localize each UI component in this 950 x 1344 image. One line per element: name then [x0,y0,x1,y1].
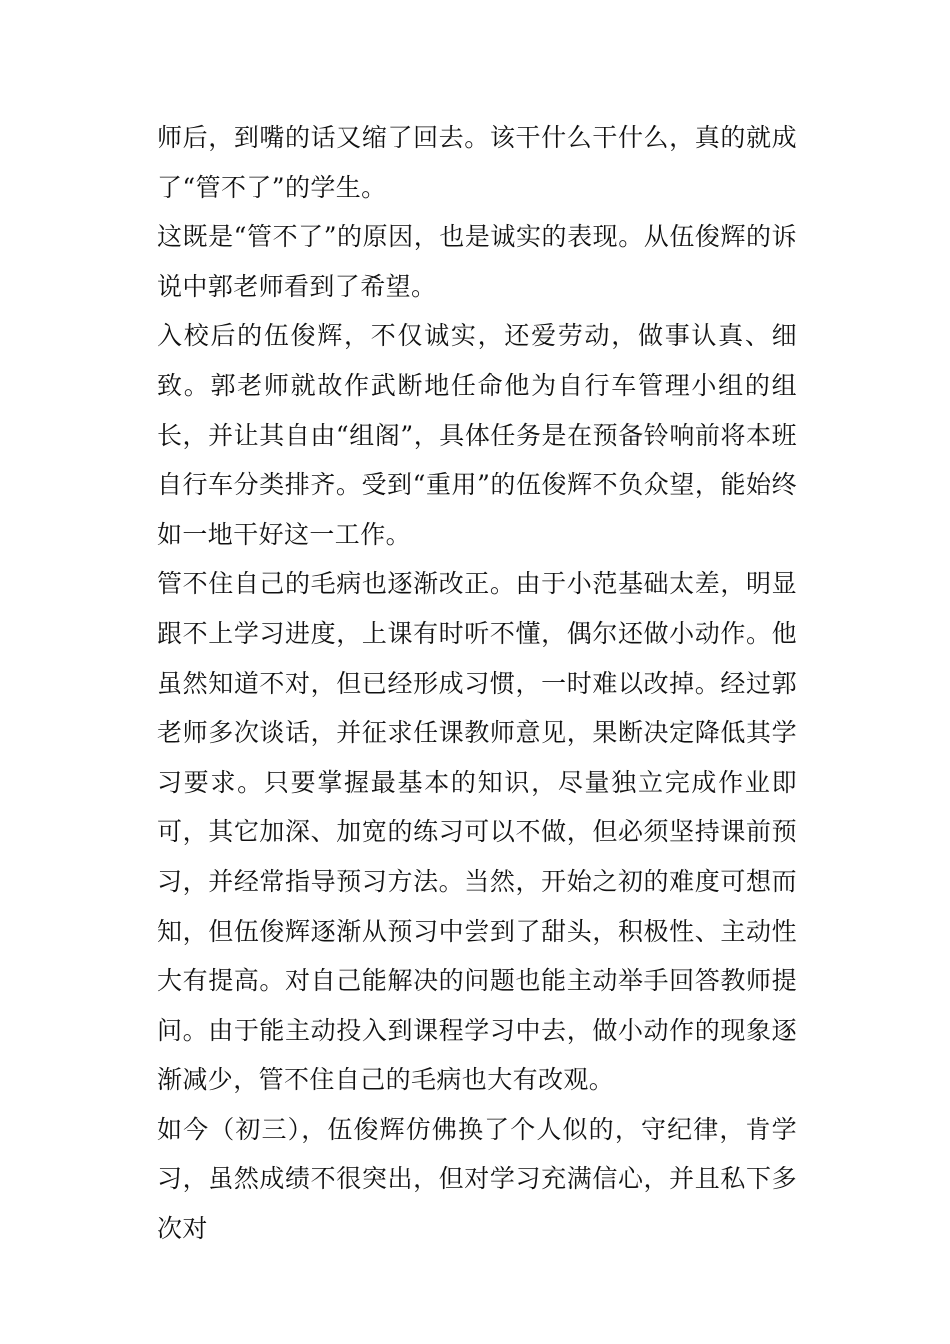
paragraph-5: 如今（初三），伍俊辉仿佛换了个人似的，守纪律，肯学习，虽然成绩不很突出，但对学习充满信心，并且私下多次对 [157,1114,797,1244]
paragraph-4: 管不住自己的毛病也逐渐改正。由于小范基础太差，明显跟不上学习进度，上课有时听不懂，偶尔还做小动作。他虽然知道不对，但已经形成习惯，一时难以改掉。经过郭老师多次谈话，并征求任课教师意见，果断决定降低其学习要求。只要掌握最基本的知识，尽量独立完成作业即可，其它加深、加宽的练习可以不做，但必须坚持课前预习，并经常指导预习方法。当然，开始之初的难度可想而知，但伍俊辉逐渐从预习中尝到了甜头，积极性、主动性大有提高。对自己能解决的问题也能主动举手回答教师提问。由于能主动投入到课程学习中去，做小动作的现象逐渐减少，管不住自己的毛病也大有改观。 [157,569,797,1095]
paragraph-1: 师后，到嘴的话又缩了回去。该干什么干什么，真的就成了“管不了”的学生。 [157,123,797,202]
document-body [157,113,797,1254]
paragraph-3: 入校后的伍俊辉，不仅诚实，还爱劳动，做事认真、细致。郭老师就故作武断地任命他为自行车管理小组的组长，并让其自由“组阁”，具体任务是在预备铃响前将本班自行车分类排齐。受到“重用”的伍俊辉不负众望，能始终如一地干好这一工作。 [157,321,797,549]
paragraph-2: 这既是“管不了”的原因，也是诚实的表现。从伍俊辉的诉说中郭老师看到了希望。 [157,222,797,301]
